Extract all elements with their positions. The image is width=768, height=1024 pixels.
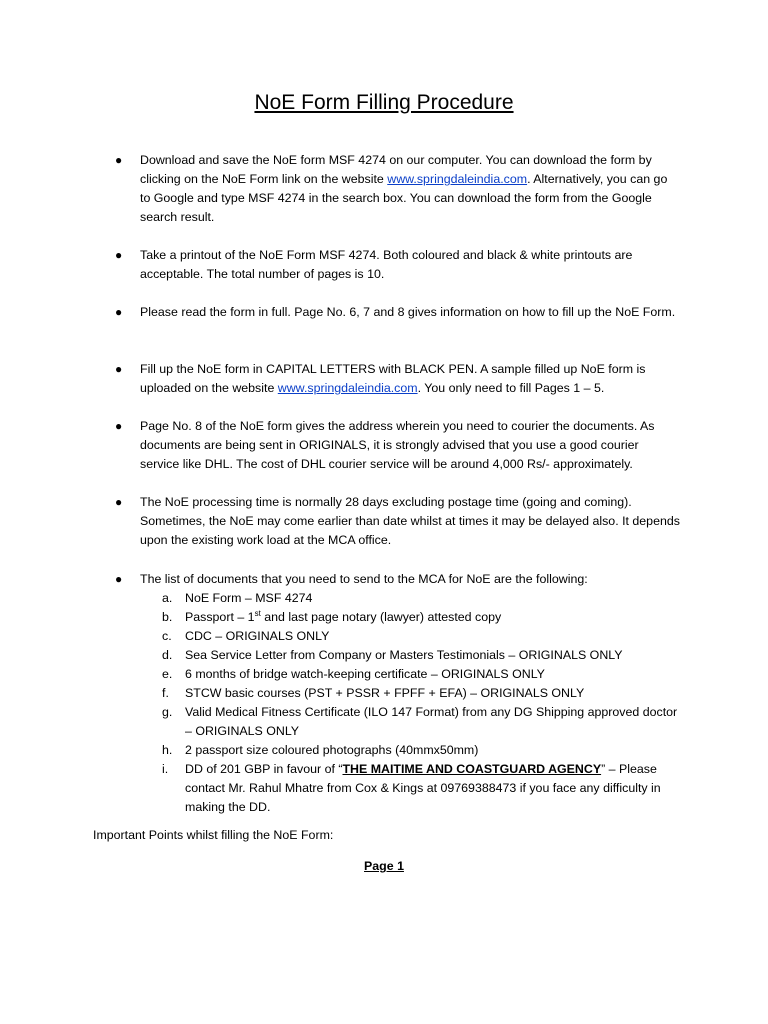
- bullet-fill-form: ● Fill up the NoE form in CAPITAL LETTERS with BLACK PEN. A sample filled up NoE form is uploaded on the website www.springdaleindia.com. You only need to fill Pages 1 – 5.: [115, 362, 646, 395]
- list-item: d. Sea Service Letter from Company or Masters Testimonials – ORIGINALS ONLY: [162, 648, 623, 662]
- list-item: e. 6 months of bridge watch-keeping certificate – ORIGINALS ONLY: [162, 667, 545, 681]
- list-item: b. Passport – 1st and last page notary (lawyer) attested copy: [162, 608, 502, 624]
- list-item: f. STCW basic courses (PST + PSSR + FPFF + EFA) – ORIGINALS ONLY: [162, 686, 585, 700]
- bullet-dot-icon: ●: [115, 305, 123, 319]
- website-link[interactable]: www.springdaleindia.com: [387, 172, 528, 186]
- bullet-dot-icon: ●: [115, 153, 123, 167]
- bullet-dot-icon: ●: [115, 419, 123, 433]
- agency-name: THE MAITIME AND COASTGUARD AGENCY: [342, 762, 602, 776]
- list-item: h. 2 passport size coloured photographs (40mmx50mm): [162, 743, 479, 757]
- documents-list: [140, 589, 680, 817]
- website-link[interactable]: www.springdaleindia.com: [277, 381, 418, 395]
- bullet-dot-icon: ●: [115, 572, 123, 586]
- important-points-heading: Important Points whilst filling the NoE Form:: [93, 828, 334, 842]
- page-label: Page 1: [364, 859, 404, 873]
- bullet-read-form: ● Please read the form in full. Page No. 6, 7 and 8 gives information on how to fill up the NoE Form.: [140, 303, 680, 322]
- list-item: g. Valid Medical Fitness Certificate (ILO 147 Format) from any DG Shipping approved doctor – ORIGINALS ONLY: [162, 705, 678, 738]
- bullet-dot-icon: ●: [115, 362, 123, 376]
- bullet-dot-icon: ●: [115, 495, 123, 509]
- document-title: NoE Form Filling Procedure: [254, 91, 514, 114]
- bullet-printout: ● Take a printout of the NoE Form MSF 4274. Both coloured and black & white printouts are acceptable. The total number of pages is 10.: [115, 248, 633, 281]
- list-item: a. NoE Form – MSF 4274: [162, 591, 313, 605]
- bullet-documents-list: ● The list of documents that you need to send to the MCA for NoE are the following:: [140, 570, 680, 589]
- bullet-download-form: ● Download and save the NoE form MSF 4274 on our computer. You can download the form by clicking on the NoE Form link on the website www.springdaleindia.com. Alternatively, you can go to Google and type MSF 4274 in the search box. You can download the form from the Google search result.: [115, 153, 668, 224]
- bullet-courier: ● Page No. 8 of the NoE form gives the address wherein you need to courier the documents. As documents are being sent in ORIGINALS, it is strongly advised that you use a good courier service like DHL. The cost of DHL courier service will be around 4,000 Rs/- approximately.: [115, 419, 655, 471]
- bullet-dot-icon: ●: [115, 248, 123, 262]
- list-item: i. DD of 201 GBP in favour of “THE MAITIME AND COASTGUARD AGENCY” – Please contact Mr. Rahul Mhatre from Cox & Kings at 09769388473 if you face any difficulty in making the DD.: [162, 762, 661, 814]
- list-item: c. CDC – ORIGINALS ONLY: [162, 629, 330, 643]
- bullet-processing-time: ● The NoE processing time is normally 28 days excluding postage time (going and coming). Sometimes, the NoE may come earlier than date whilst at times it may be delayed also. It depends upon the existing work load at the MCA office.: [115, 495, 680, 547]
